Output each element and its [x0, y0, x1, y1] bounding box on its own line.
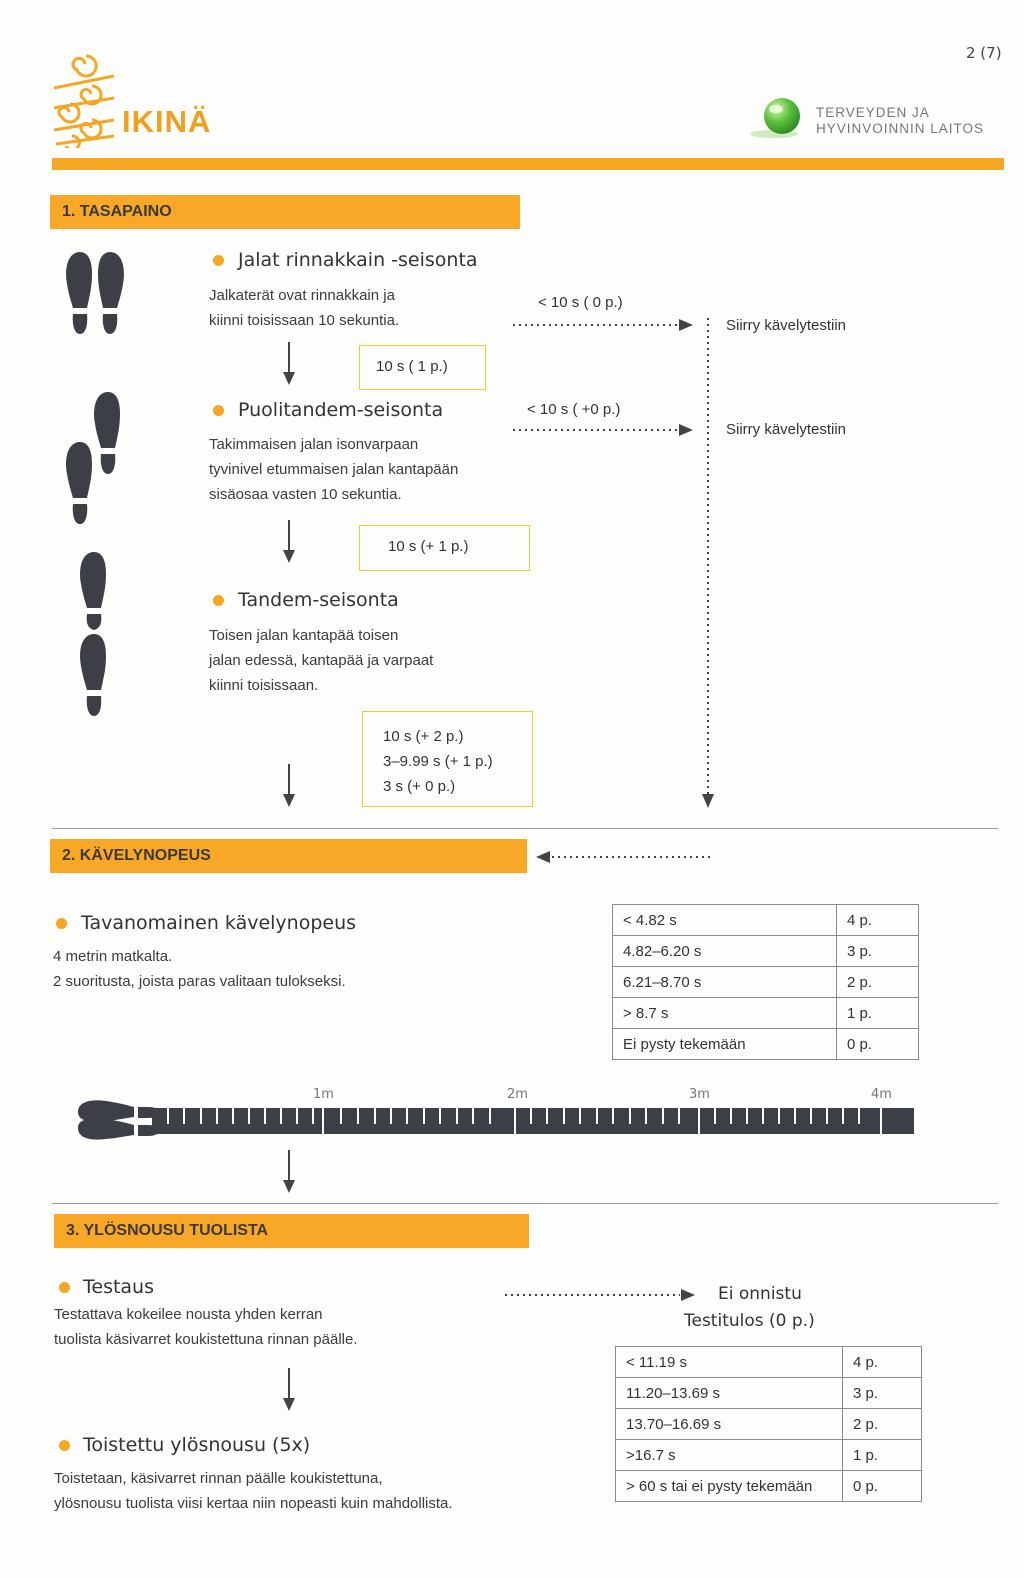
desc-line: jalan edessä, kantapää ja varpaat	[209, 652, 434, 669]
bullet-icon	[59, 1282, 70, 1293]
table-row	[613, 905, 919, 936]
test-title-kavelynopeus: Tavanomainen kävelynopeus	[81, 912, 357, 934]
ikina-logo-icon	[52, 48, 118, 148]
page-number: 2 (7)	[966, 44, 1002, 62]
desc-line: Toisen jalan kantapää toisen	[209, 627, 399, 644]
feet-side-by-side-icon	[64, 250, 126, 336]
dotted-flow-line	[701, 318, 715, 812]
table-cell: < 11.19 s	[616, 1347, 843, 1378]
table-cell: 1 p.	[843, 1440, 922, 1471]
pass-box-line: 10 s (+ 2 p.)	[383, 728, 464, 745]
desc-line: tuolista käsivarret koukistettuna rinnan päälle.	[54, 1331, 358, 1348]
table-cell: 4.82–6.20 s	[613, 936, 837, 967]
desc-line: Jalkaterät ovat rinnakkain ja	[209, 287, 395, 304]
walking-ruler	[76, 1096, 916, 1144]
desc-line: Takimmaisen jalan isonvarpaan	[209, 436, 419, 453]
section-ylosnousu-heading: 3. YLÖSNOUSU TUOLISTA	[54, 1214, 529, 1248]
ruler-label-2m: 2m	[507, 1087, 528, 1102]
arrow-down-icon	[282, 342, 296, 386]
desc-line: 2 suoritusta, joista paras valitaan tulokseksi.	[53, 973, 346, 990]
arrow-down-icon	[282, 764, 296, 808]
test-title-tandem: Tandem-seisonta	[238, 589, 399, 611]
table-row	[616, 1409, 922, 1440]
table-cell: 3 p.	[843, 1378, 922, 1409]
test-desc-toistettu-ylosnousu	[54, 1466, 453, 1516]
arrow-right-icon	[505, 1288, 697, 1302]
bullet-icon	[59, 1440, 70, 1451]
brand-name: IKINÄ	[122, 104, 212, 139]
table-cell: 4 p.	[843, 1347, 922, 1378]
table-row	[613, 1029, 919, 1060]
bullet-icon	[213, 595, 224, 606]
table-row	[613, 936, 919, 967]
table-cell: 13.70–16.69 s	[616, 1409, 843, 1440]
test-title-testaus: Testaus	[83, 1276, 154, 1298]
desc-line: kiinni toisissaan 10 sekuntia.	[209, 312, 400, 329]
fail-result-line2: Testitulos (0 p.)	[684, 1311, 815, 1331]
desc-line: 4 metrin matkalta.	[53, 948, 173, 965]
section-divider	[52, 1203, 998, 1204]
fail-action-2: Siirry kävelytestiin	[726, 421, 847, 438]
feet-semi-tandem-icon	[64, 390, 126, 526]
table-cell: 3 p.	[837, 936, 919, 967]
pass-box-3	[362, 711, 533, 807]
desc-line: Testattava kokeilee nousta yhden kerran	[54, 1306, 323, 1323]
test-title-toistettu-ylosnousu: Toistettu ylösnousu (5x)	[83, 1434, 311, 1456]
table-row	[616, 1378, 922, 1409]
table-row	[616, 1471, 922, 1502]
table-cell: 1 p.	[837, 998, 919, 1029]
pass-box-line: 3 s (+ 0 p.)	[383, 778, 456, 795]
test-title-puolitandem: Puolitandem-seisonta	[238, 399, 444, 421]
table-cell: 2 p.	[843, 1409, 922, 1440]
test-desc-kavelynopeus	[53, 944, 346, 994]
table-row	[616, 1440, 922, 1471]
table-cell: 4 p.	[837, 905, 919, 936]
test-desc-jalat-rinnakkain	[209, 283, 399, 333]
pass-box-line: 3–9.99 s (+ 1 p.)	[383, 753, 493, 770]
ylosnousu-score-table	[615, 1346, 922, 1502]
test-title-jalat-rinnakkain: Jalat rinnakkain -seisonta	[238, 249, 478, 271]
arrow-right-icon	[513, 423, 695, 437]
fail-action-1: Siirry kävelytestiin	[726, 317, 847, 334]
table-cell: Ei pysty tekemään	[613, 1029, 837, 1060]
table-cell: > 8.7 s	[613, 998, 837, 1029]
table-row	[616, 1347, 922, 1378]
section-divider	[52, 828, 998, 829]
org-name-line1: TERVEYDEN JA	[816, 105, 930, 120]
test-desc-tandem	[209, 623, 433, 698]
arrow-down-icon	[282, 1368, 296, 1412]
kavely-score-table	[612, 904, 919, 1060]
org-name	[816, 105, 984, 137]
table-cell: >16.7 s	[616, 1440, 843, 1471]
desc-line: Toistetaan, käsivarret rinnan päälle koukistettuna,	[54, 1470, 383, 1487]
pass-box-1	[359, 345, 486, 390]
table-cell: 0 p.	[837, 1029, 919, 1060]
table-cell: > 60 s tai ei pysty tekemään	[616, 1471, 843, 1502]
table-cell: 11.20–13.69 s	[616, 1378, 843, 1409]
fail-result-line1: Ei onnistu	[718, 1284, 802, 1304]
arrow-down-icon	[282, 1150, 296, 1194]
arrow-right-icon	[513, 318, 695, 332]
bullet-icon	[213, 255, 224, 266]
table-cell: < 4.82 s	[613, 905, 837, 936]
desc-line: kiinni toisissaan.	[209, 677, 319, 694]
org-name-line2: HYVINVOINNIN LAITOS	[816, 121, 985, 136]
pass-box-line: 10 s ( 1 p.)	[376, 358, 448, 375]
fail-criterion-2: < 10 s ( +0 p.)	[527, 401, 621, 418]
ruler-label-3m: 3m	[689, 1087, 710, 1102]
table-cell: 0 p.	[843, 1471, 922, 1502]
test-desc-puolitandem	[209, 432, 458, 507]
desc-line: sisäosaa vasten 10 sekuntia.	[209, 486, 402, 503]
fail-criterion-1: < 10 s ( 0 p.)	[538, 294, 623, 311]
table-row	[613, 998, 919, 1029]
desc-line: tyvinivel etummaisen jalan kantapään	[209, 461, 459, 478]
feet-tandem-icon	[74, 550, 114, 720]
section-tasapaino-heading: 1. TASAPAINO	[50, 195, 520, 229]
thl-logo-icon	[748, 96, 810, 142]
pass-box-line: 10 s (+ 1 p.)	[388, 538, 469, 555]
bullet-icon	[213, 405, 224, 416]
desc-line: ylösnousu tuolista viisi kertaa niin nopeasti kuin mahdollista.	[54, 1495, 453, 1512]
table-cell: 6.21–8.70 s	[613, 967, 837, 998]
table-cell: 2 p.	[837, 967, 919, 998]
section-kavelynopeus-heading: 2. KÄVELYNOPEUS	[50, 839, 527, 873]
pass-box-2	[359, 525, 530, 571]
arrow-left-icon	[536, 850, 712, 864]
bullet-icon	[56, 918, 67, 929]
ruler-label-1m: 1m	[313, 1087, 334, 1102]
arrow-down-icon	[282, 520, 296, 564]
test-desc-testaus	[54, 1302, 358, 1352]
ruler-label-4m: 4m	[871, 1087, 892, 1102]
header-bar	[52, 158, 1004, 170]
table-row	[613, 967, 919, 998]
